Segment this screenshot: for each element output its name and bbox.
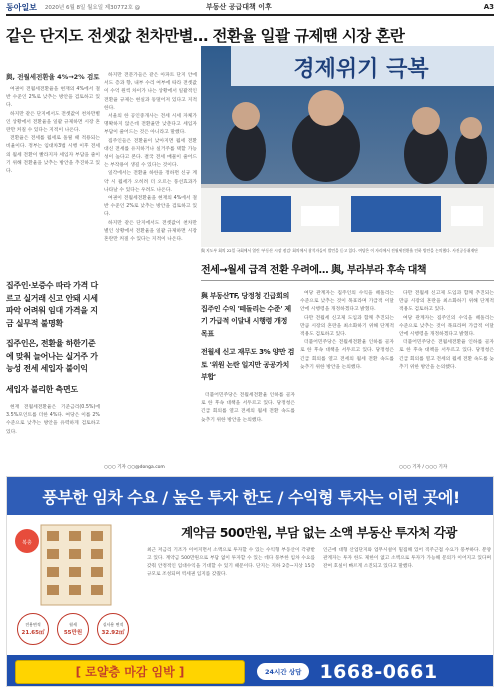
divider [201, 280, 494, 281]
stat-value: 21.65㎡ [21, 630, 45, 636]
paragraph: 현재 전월세전환율은 기준금리(0.5%)에 3.5%포인트를 더한 4%다. 여당은 이를 2% 수준으로 낮추는 방안을 유력하게 검토하고 있다. [6, 405, 100, 435]
second-article-column-1 [201, 392, 295, 470]
article-column-2 [104, 72, 197, 470]
second-article-column-2 [300, 290, 394, 470]
svg-text:복층: 복층 [22, 540, 32, 546]
paragraph: 여당 관계자는 집주인의 수익을 떼돌리는 수준으로 낮추는 것이 목표라며 가급적 이달 안에 시행령을 개정하겠다고 밝혔다. [399, 315, 494, 338]
paragraph: 일각에서는 전환율 하한을 정하면 신규 계약 시 월세가 오히려 더 오르는 풍선효과가 나타날 수 있다는 우려도 나온다. [104, 171, 197, 193]
paragraph: 서울의 한 공인중개사는 전세 시세 자체가 명확하지 않은데 전환율만 낮춘다고 세입자 부담이 줄어드는 것은 아니라고 말했다. [104, 114, 197, 136]
paragraph: 다만 전월세 신고제 도입과 함께 추진되는 만큼 시장의 혼란을 최소화하기 위해 단계적 적용도 검토하고 있다. [300, 315, 394, 338]
main-headline: 같은 단지도 전셋값 천차만별… 전환율 일괄 규제땐 시장 혼란 [6, 27, 405, 45]
paragraph: 집주인들은 전환율이 낮아지면 월세 전환 대신 전세를 유지하거나 실거주를 택할 가능성이 높다고 본다. 결국 전세 매물이 줄어드는 부작용이 생길 수 있다는 것이다. [104, 138, 197, 169]
meeting-photo-illustration [201, 46, 494, 247]
photo-caption: 與 지도부 회의 22일 국회에서 열린 '부동산 시장 점검' 회의에서 참석자들이 발언을 듣고 있다. 여당은 이 자리에서 전월세전환율 인하 방안을 논의했다. 사진공동취재단 [201, 248, 478, 253]
paragraph: 하지만 전문가들은 같은 아파트 단지 안에서도 층과 향, 내부 수리 여부에 따라 전셋값이 수억 원씩 차이가 나는 상황에서 일괄적인 전환율 규제는 현실과 동떨어져 있다고 지적한다. [104, 73, 197, 111]
paragraph: 하지만 같은 단지에서도 전셋값이 천차만별인 상황에서 전환율을 일괄 규제하면 시장 혼란만 커질 수 있다는 지적이 나온다. [6, 111, 100, 134]
article-column-1-continued [6, 404, 100, 470]
issue-date: 2020년 6월 8일 월요일 제30772호 @ [44, 5, 141, 11]
page-number: A3 [483, 3, 494, 11]
phone-number[interactable]: 1668-0661 [319, 660, 438, 683]
paragraph: 더불어민주당은 전월세전환율 인하를 골자로 한 후속 대책을 서두르고 있다. 당정청은 긴급 회의를 열고 전세의 월세 전환 속도를 늦추기 위한 방안을 논의했다. [399, 340, 494, 370]
paragraph: 더불어민주당은 전월세전환율 인하를 골자로 한 후속 대책을 서두르고 있다. 당정청은 긴급 회의를 열고 전세의 월세 전환 속도를 늦추기 위한 방안을 논의했다. [201, 393, 295, 423]
paragraph: 여권이 전월세전환율을 현재의 4%에서 절반 수준인 2%로 낮추는 방안을 검토하고 있다. [104, 196, 197, 218]
stat-label: 실사용 면적 [102, 622, 124, 627]
paragraph: 여당 관계자는 집주인의 수익을 떼돌리는 수준으로 낮추는 것이 목표라며 가급적 이달 안에 시행령을 개정하겠다고 밝혔다. [300, 291, 394, 313]
second-article-header [201, 261, 494, 281]
stat-value: 32.92㎡ [101, 630, 125, 636]
article-subheads [6, 280, 100, 404]
stat-label: 월세 [69, 622, 77, 627]
news-photo [201, 46, 494, 247]
section-title: 부동산 공급대책 이후 [206, 3, 272, 11]
ad-contact-bar [7, 655, 494, 687]
article-byline: ○○○ 기자 ○○@donga.com [104, 465, 165, 470]
subhead: 집주인은, 전환율 하한기준에 맞춰 늘어나는 실거주 가능성 전세 세입자 불이익 [6, 339, 98, 373]
subhead: 전월세 신고 재무도 3% 양만 검토 '위원 논란 일지만 공공가치 부합' [201, 348, 295, 381]
second-article-headline: 전세→월세 급격 전환 우려에… 與, 부라부라 후속 대책 [201, 265, 427, 276]
ad-headline: 계약금 500만원, 부담 없는 소액 부동산 투자처 각광 [181, 525, 457, 540]
stat-rent [57, 613, 89, 645]
paragraph: 더불어민주당은 전월세전환율 인하를 골자로 한 후속 대책을 서두르고 있다. 당정청은 긴급 회의를 열고 전세의 월세 전환 속도를 늦추기 위한 방안을 논의했다. [300, 340, 394, 370]
article-kicker: 與, 전월세전환율 4%→2% 검토 [6, 73, 100, 81]
paragraph: 다만 전월세 신고제 도입과 함께 추진되는 만큼 시장의 혼란을 최소화하기 위해 단계적 적용도 검토하고 있다. [399, 291, 494, 313]
photo-banner-text: 경제위기 극복 [293, 57, 429, 82]
subhead: 세입자 불리한 측면도 [6, 384, 78, 394]
ad-body-right: 인근에 대형 산업단지와 업무시설이 밀집해 있어 직주근접 수요가 풍부하다. 분양 관계자는 투자 한도 제한이 없고 소액으로 투자가 가능해 문의가 이어지고 있다며 잔여 호실이 빠르게 소진되고 있다고 말했다. [323, 548, 491, 569]
stat-area [17, 613, 49, 645]
ad-banner: 풍부한 임차 수요 / 높은 투자 한도 / 수익형 투자는 이런 곳에! [7, 477, 494, 515]
advertisement[interactable] [6, 476, 494, 687]
subhead: 與 부동산TF, 당정청 긴급회의 집주인 수익 '떼돌리는 수준' 제기 가급적 이달내 시행령 개정 목표 [201, 292, 291, 338]
paragraph: 여권이 전월세전환율을 현재의 4%에서 절반 수준인 2%로 낮추는 방안을 검토하고 있다. [6, 87, 100, 109]
paragraph: 전환율은 전세를 월세로 돌릴 때 적용되는 비율이다. 정부는 임대차3법 시행 이후 전세의 월세 전환이 빨라지자 세입자 부담을 줄이기 위해 전환율을 낮추는 방안을 추진하고 있다. [6, 136, 100, 175]
paragraph: 하지만 같은 단지에서도 전셋값이 천차만별인 상황에서 전환율을 일괄 규제하면 시장 혼란만 커질 수 있다는 지적이 나온다. [104, 220, 197, 243]
newspaper-name: 동아일보 [6, 1, 37, 12]
masthead [6, 0, 494, 16]
consult-badge: 24시간 상담 [257, 663, 309, 680]
second-article-column-3 [399, 290, 494, 462]
second-article-subheads [201, 290, 295, 390]
ad-body-left: 최근 저금리 기조가 이어지면서 소액으로 투자할 수 있는 수익형 부동산이 각광받고 있다. 계약금 500만원으로 부담 없이 투자할 수 있는 데다 풍부한 임차 수요를 갖춰 안정적인 임대수익을 기대할 수 있기 때문이다. 단지는 지하 2층~지상 15층 규모로 조성되며 역세권 입지를 갖췄다. [147, 548, 315, 577]
stat-usable-area [97, 613, 129, 645]
stat-label: 전용면적 [25, 622, 41, 627]
subhead: 집주인·보증수 따라 가격 다르고 실거래 신고 안돼 시세 파악 어려워 임대 가격을 지금 실무적 불명확 [6, 281, 98, 328]
stat-value: 55만원 [63, 630, 83, 636]
ad-cta-button[interactable]: [ 로얄층 마감 임박 ] [15, 660, 245, 684]
article-column-1 [6, 86, 100, 274]
second-article-byline: ○○○ 기자 / ○○○ 기자 [399, 465, 448, 470]
